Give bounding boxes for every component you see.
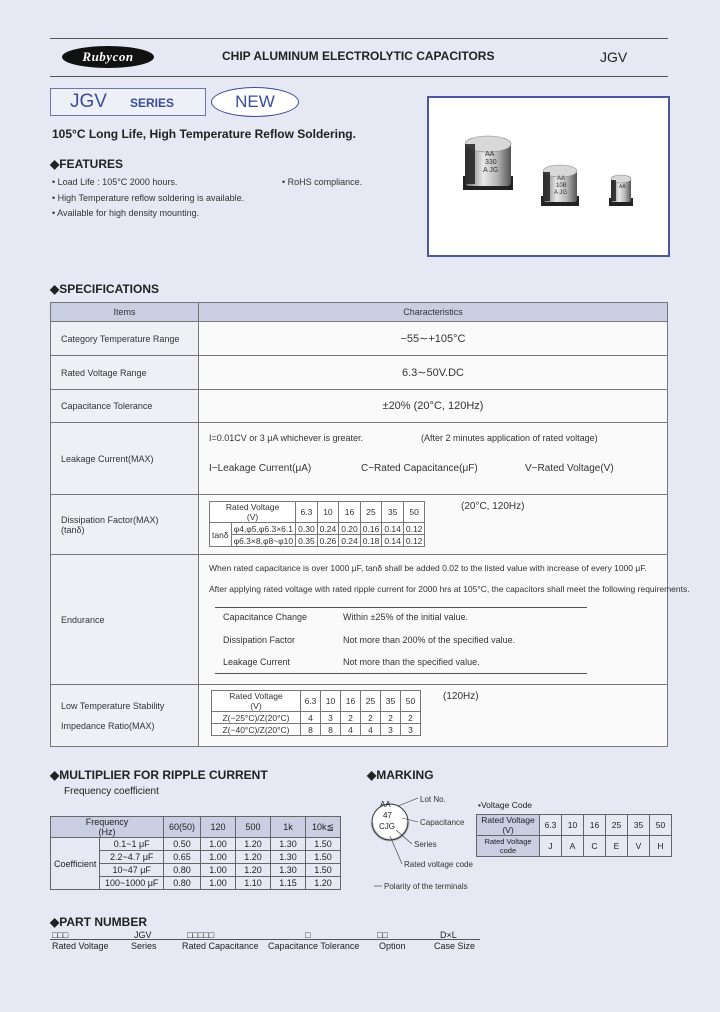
lowtemp-v: 16 bbox=[341, 691, 361, 712]
col-items: Items bbox=[51, 303, 199, 322]
vc-head-unit: (V) bbox=[502, 825, 514, 835]
ripple-value: 1.30 bbox=[271, 864, 306, 877]
cap-label-2a: AA bbox=[557, 176, 566, 182]
series-box bbox=[50, 88, 206, 116]
ripple-freq: 500 bbox=[236, 817, 271, 838]
ripple-value: 1.20 bbox=[236, 851, 271, 864]
df-v: 25 bbox=[360, 502, 382, 523]
product-photo bbox=[427, 96, 670, 257]
ripple-value: 1.20 bbox=[236, 838, 271, 851]
lowtemp-value: 3 bbox=[381, 724, 401, 736]
df-label-tan: (tanδ) bbox=[61, 524, 85, 535]
vc-voltage: 50 bbox=[650, 815, 672, 836]
ripple-subtitle: Frequency coefficient bbox=[64, 786, 159, 797]
df-value: 0.35 bbox=[296, 535, 318, 547]
pn-field-label: Series bbox=[131, 941, 157, 951]
lowtemp-value: 8 bbox=[301, 724, 321, 736]
df-value: 0.24 bbox=[339, 535, 361, 547]
endurance-value: Not more than 200% of the specified value. bbox=[343, 635, 516, 645]
lowtemp-value: 4 bbox=[341, 724, 361, 736]
marking-cap-label: Capacitance bbox=[420, 818, 465, 827]
marking-polarity-label: Polarity of the terminals bbox=[384, 882, 468, 891]
endurance-value: Within ±25% of the initial value. bbox=[343, 612, 469, 622]
feature-item: • Available for high density mounting. bbox=[52, 208, 200, 218]
ripple-freq: 60(50) bbox=[164, 817, 201, 838]
ripple-value: 1.50 bbox=[306, 864, 341, 877]
marking-cap-line3: CJG bbox=[379, 822, 395, 831]
lowtemp-label2: Impedance Ratio(MAX) bbox=[61, 720, 155, 731]
endurance-item: Capacitance Change bbox=[223, 612, 308, 622]
lowtemp-value: 4 bbox=[361, 724, 381, 736]
ripple-title: ◆MULTIPLIER FOR RIPPLE CURRENT bbox=[50, 768, 268, 782]
lowtemp-head-unit: (V) bbox=[250, 701, 262, 711]
specifications-table bbox=[50, 302, 690, 747]
ripple-value: 1.00 bbox=[201, 877, 236, 890]
voltage-range-label: Rated Voltage Range bbox=[51, 356, 199, 390]
vc-row-label: Rated Voltage code bbox=[477, 836, 540, 857]
ripple-value: 1.30 bbox=[271, 851, 306, 864]
df-label: Dissipation Factor(MAX) bbox=[61, 514, 159, 525]
vc-voltage: 25 bbox=[606, 815, 628, 836]
df-head: Rated Voltage bbox=[225, 502, 280, 512]
marking-rvc-label: Rated voltage code bbox=[404, 860, 473, 869]
endurance-item: Dissipation Factor bbox=[223, 635, 296, 645]
ripple-freq-label: Frequency bbox=[85, 817, 129, 827]
vc-code: E bbox=[606, 836, 628, 857]
pn-field-code: D×L bbox=[440, 930, 457, 940]
leakage-i-def: I−Leakage Current(μA) bbox=[209, 463, 312, 474]
df-value: 0.16 bbox=[360, 523, 382, 535]
lowtemp-head-cell bbox=[212, 691, 301, 712]
ripple-freq: 120 bbox=[201, 817, 236, 838]
tolerance-value: ±20% (20°C, 120Hz) bbox=[199, 390, 668, 423]
vc-code: J bbox=[540, 836, 562, 857]
vc-code: A bbox=[562, 836, 584, 857]
tagline: 105°C Long Life, High Temperature Reflow Soldering. bbox=[52, 127, 356, 141]
leakage-cell bbox=[199, 423, 668, 495]
vc-voltage: 6.3 bbox=[540, 815, 562, 836]
cap-label-3a: AA bbox=[619, 184, 626, 190]
ripple-freq-head bbox=[51, 817, 164, 838]
lowtemp-v: 50 bbox=[401, 691, 421, 712]
lowtemp-v: 10 bbox=[321, 691, 341, 712]
capacitor-illustration bbox=[429, 98, 668, 255]
ripple-range: 2.2~4.7 μF bbox=[100, 851, 164, 864]
pn-field-code: □□□ bbox=[52, 930, 69, 940]
marking-cap-line1: AA bbox=[380, 800, 391, 809]
ripple-range: 10~47 μF bbox=[100, 864, 164, 877]
lowtemp-value: 8 bbox=[321, 724, 341, 736]
df-v: 35 bbox=[382, 502, 404, 523]
marking-series-label: Series bbox=[414, 840, 437, 849]
ripple-value: 0.80 bbox=[164, 877, 201, 890]
pn-underline bbox=[50, 939, 480, 940]
col-characteristics: Characteristics bbox=[199, 303, 668, 322]
ripple-value: 1.50 bbox=[306, 851, 341, 864]
page-title: CHIP ALUMINUM ELECTROLYTIC CAPACITORS bbox=[222, 49, 495, 63]
features-title: ◆FEATURES bbox=[50, 157, 124, 171]
df-head-unit: (V) bbox=[246, 512, 259, 522]
endurance-cell bbox=[199, 555, 690, 685]
lowtemp-condition: (120Hz) bbox=[443, 691, 479, 702]
brand-logo: Rubycon bbox=[62, 46, 154, 68]
lowtemp-row-label: Z(−25°C)/Z(20°C) bbox=[212, 712, 301, 724]
df-v: 50 bbox=[403, 502, 425, 523]
header-top-line bbox=[50, 38, 668, 39]
ripple-freq: 10k≦ bbox=[306, 817, 341, 838]
lowtemp-value: 2 bbox=[361, 712, 381, 724]
lowtemp-head: Rated Voltage bbox=[229, 691, 283, 701]
endurance-value: Not more than the specified value. bbox=[343, 657, 480, 667]
tolerance-label: Capacitance Tolerance bbox=[51, 390, 199, 423]
pn-field-code: □□□□□ bbox=[187, 930, 215, 940]
vc-head-cell bbox=[477, 815, 540, 836]
lowtemp-v: 25 bbox=[361, 691, 381, 712]
cap-label-2b: 10B bbox=[556, 183, 567, 189]
marking-lot-label: Lot No. bbox=[420, 795, 446, 804]
voltage-code-table bbox=[476, 814, 672, 857]
endurance-label: Endurance bbox=[51, 555, 199, 685]
df-value: 0.14 bbox=[382, 523, 404, 535]
pn-field-label: Option bbox=[379, 941, 406, 951]
vc-code: C bbox=[584, 836, 606, 857]
ripple-table bbox=[50, 816, 341, 890]
df-head-cell bbox=[210, 502, 296, 523]
df-size: φ4,φ5,φ6.3×6.1 bbox=[231, 523, 296, 535]
df-v: 10 bbox=[317, 502, 339, 523]
lowtemp-value: 2 bbox=[381, 712, 401, 724]
ripple-coef-label: Coefficient bbox=[51, 838, 100, 890]
ripple-freq-unit: (Hz) bbox=[98, 827, 116, 837]
series-suffix: SERIES bbox=[130, 96, 175, 110]
part-number-title: ◆PART NUMBER bbox=[50, 915, 148, 929]
header-series-code: JGV bbox=[600, 49, 628, 65]
ripple-value: 1.50 bbox=[306, 838, 341, 851]
df-value: 0.30 bbox=[296, 523, 318, 535]
lowtemp-row-label: Z(−40°C)/Z(20°C) bbox=[212, 724, 301, 736]
lowtemp-value: 3 bbox=[401, 724, 421, 736]
df-value: 0.26 bbox=[317, 535, 339, 547]
vc-voltage: 10 bbox=[562, 815, 584, 836]
vc-voltage: 35 bbox=[628, 815, 650, 836]
df-size: φ6.3×8,φ8~φ10 bbox=[231, 535, 296, 547]
ripple-value: 1.20 bbox=[306, 877, 341, 890]
lowtemp-value: 2 bbox=[341, 712, 361, 724]
lowtemp-v: 35 bbox=[381, 691, 401, 712]
vc-code: H bbox=[650, 836, 672, 857]
lowtemp-table bbox=[211, 690, 421, 736]
pn-field-label: Rated Voltage bbox=[52, 941, 109, 951]
ripple-value: 1.00 bbox=[201, 838, 236, 851]
pn-field-code: JGV bbox=[134, 930, 152, 940]
ripple-value: 1.15 bbox=[271, 877, 306, 890]
df-table bbox=[209, 501, 425, 547]
series-name: JGV bbox=[70, 91, 107, 112]
lowtemp-value: 4 bbox=[301, 712, 321, 724]
lowtemp-value: 3 bbox=[321, 712, 341, 724]
pn-field-label: Capacitance Tolerance bbox=[268, 941, 360, 951]
cap-label-1b: 330 bbox=[485, 159, 497, 166]
cap-label-2c: A JG bbox=[554, 190, 568, 196]
pn-field-code: □ bbox=[305, 930, 311, 940]
vc-head: Rated Voltage bbox=[481, 815, 535, 825]
lowtemp-value: 2 bbox=[401, 712, 421, 724]
cap-label-1a: AA bbox=[485, 151, 495, 158]
ripple-value: 1.10 bbox=[236, 877, 271, 890]
leakage-formula: I=0.01CV or 3 μA whichever is greater. bbox=[209, 433, 364, 443]
ripple-range: 0.1~1 μF bbox=[100, 838, 164, 851]
specifications-title: ◆SPECIFICATIONS bbox=[50, 282, 160, 296]
df-label-cell bbox=[51, 495, 199, 555]
feature-item: • High Temperature reflow soldering is available. bbox=[52, 193, 245, 203]
vc-voltage: 16 bbox=[584, 815, 606, 836]
df-condition: (20°C, 120Hz) bbox=[461, 501, 525, 512]
lowtemp-cell bbox=[199, 685, 668, 747]
df-tan: tanδ bbox=[210, 523, 232, 547]
voltage-range-value: 6.3∼50V.DC bbox=[199, 356, 668, 390]
leakage-v-def: V−Rated Voltage(V) bbox=[525, 463, 614, 474]
feature-item: • Load Life : 105°C 2000 hours. bbox=[52, 177, 178, 187]
df-v: 6.3 bbox=[296, 502, 318, 523]
df-value: 0.24 bbox=[317, 523, 339, 535]
pn-field-code: □□ bbox=[377, 930, 388, 940]
marking-title: ◆MARKING bbox=[367, 768, 434, 782]
endurance-item: Leakage Current bbox=[223, 657, 291, 667]
leakage-label: Leakage Current(MAX) bbox=[51, 423, 199, 495]
lowtemp-label: Low Temperature Stability bbox=[61, 700, 165, 711]
df-value: 0.12 bbox=[403, 523, 425, 535]
temp-range-label: Category Temperature Range bbox=[51, 322, 199, 356]
temp-range-value: −55∼+105°C bbox=[199, 322, 668, 356]
pn-field-label: Rated Capacitance bbox=[182, 941, 259, 951]
ripple-value: 0.80 bbox=[164, 864, 201, 877]
ripple-value: 0.50 bbox=[164, 838, 201, 851]
feature-item: • RoHS compliance. bbox=[282, 177, 363, 187]
voltage-code-title: •Voltage Code bbox=[478, 800, 533, 810]
leakage-c-def: C−Rated Capacitance(μF) bbox=[361, 463, 478, 474]
marking-cap-line2: 47 bbox=[383, 811, 392, 820]
ripple-value: 1.00 bbox=[201, 864, 236, 877]
vc-code: V bbox=[628, 836, 650, 857]
header-bottom-line bbox=[50, 76, 668, 77]
df-v: 16 bbox=[339, 502, 361, 523]
ripple-range: 100~1000 μF bbox=[100, 877, 164, 890]
ripple-value: 0.65 bbox=[164, 851, 201, 864]
lowtemp-v: 6.3 bbox=[301, 691, 321, 712]
df-value: 0.18 bbox=[360, 535, 382, 547]
df-value: 0.20 bbox=[339, 523, 361, 535]
ripple-freq: 1k bbox=[271, 817, 306, 838]
df-note: When rated capacitance is over 1000 μF, tanδ shall be added 0.02 to the listed value with increase of every 1000 μF. bbox=[209, 563, 647, 573]
df-value: 0.14 bbox=[382, 535, 404, 547]
ripple-value: 1.00 bbox=[201, 851, 236, 864]
endurance-note: After applying rated voltage with rated ripple current for 2000 hrs at 105°C, the capacitors shall meet the following requirements. bbox=[209, 584, 690, 594]
lowtemp-label-cell bbox=[51, 685, 199, 747]
pn-field-label: Case Size bbox=[434, 941, 476, 951]
df-cell bbox=[199, 495, 668, 555]
ripple-value: 1.20 bbox=[236, 864, 271, 877]
ripple-value: 1.30 bbox=[271, 838, 306, 851]
cap-label-1c: A JG bbox=[483, 167, 499, 174]
endurance-rule-top bbox=[215, 607, 587, 608]
new-badge: NEW bbox=[211, 87, 299, 117]
df-value: 0.12 bbox=[403, 535, 425, 547]
endurance-rule-bottom bbox=[215, 673, 587, 674]
leakage-note: (After 2 minutes application of rated voltage) bbox=[421, 433, 598, 443]
